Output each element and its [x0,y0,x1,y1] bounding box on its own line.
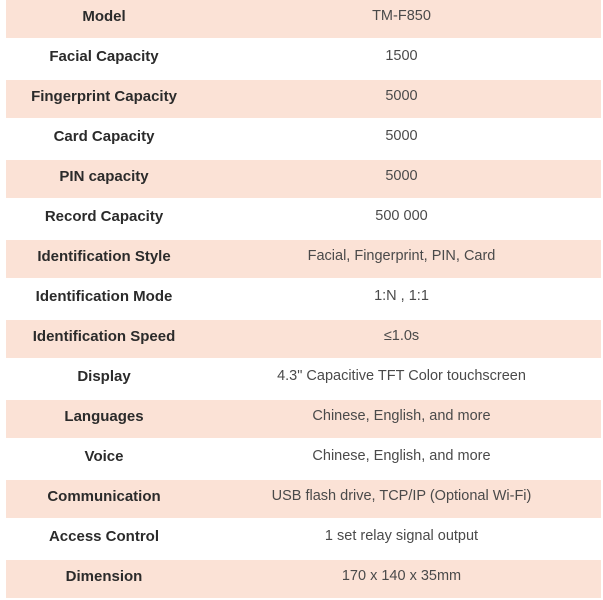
spec-value: Chinese, English, and more [312,448,491,464]
spec-label: Access Control [48,527,160,545]
spec-label: Identification Speed [32,327,176,345]
spec-label: Fingerprint Capacity [31,87,177,105]
spec-row-dimension [6,560,601,598]
spec-label: Display [77,367,131,385]
spec-row-card-capacity [6,120,601,160]
spec-value: USB flash drive, TCP/IP (Optional Wi-Fi) [271,488,532,504]
spec-row-facial-capacity [6,40,601,80]
spec-row-identification-mode [6,280,601,320]
spec-row-pin-capacity [6,160,601,200]
spec-row-languages [6,400,601,440]
spec-row-identification-style [6,240,601,280]
spec-label: Card Capacity [53,127,155,145]
spec-row-access-control [6,520,601,560]
spec-row-record-capacity [6,200,601,240]
spec-label: PIN capacity [59,167,149,185]
spec-label: Dimension [65,567,143,585]
spec-label: Communication [47,487,161,505]
spec-row-voice [6,440,601,480]
spec-label: Identification Style [37,247,171,265]
spec-value: Facial, Fingerprint, PIN, Card [307,248,496,264]
spec-label: Facial Capacity [49,47,159,65]
spec-value: 5000 [385,88,418,104]
spec-value: 170 x 140 x 35mm [341,568,462,584]
spec-label: Record Capacity [44,207,164,225]
spec-value: 1500 [385,48,418,64]
spec-value: Chinese, English, and more [312,408,491,424]
spec-table [6,0,601,598]
spec-label: Languages [64,407,144,425]
spec-value: 1 set relay signal output [324,528,479,544]
spec-row-model [6,0,601,40]
spec-label: Model [82,7,126,25]
spec-value: 4.3" Capacitive TFT Color touchscreen [277,368,526,384]
spec-row-communication [6,480,601,520]
spec-row-identification-speed [6,320,601,360]
spec-label: Voice [84,447,124,465]
spec-value: TM-F850 [372,8,431,24]
spec-value: ≤1.0s [383,328,420,344]
spec-value: 500 000 [375,208,428,224]
spec-row-fingerprint-capacity [6,80,601,120]
spec-value: 5000 [385,128,418,144]
spec-value: 1:N , 1:1 [374,288,429,304]
spec-label: Identification Mode [35,287,173,305]
spec-value: 5000 [385,168,418,184]
spec-row-display [6,360,601,400]
